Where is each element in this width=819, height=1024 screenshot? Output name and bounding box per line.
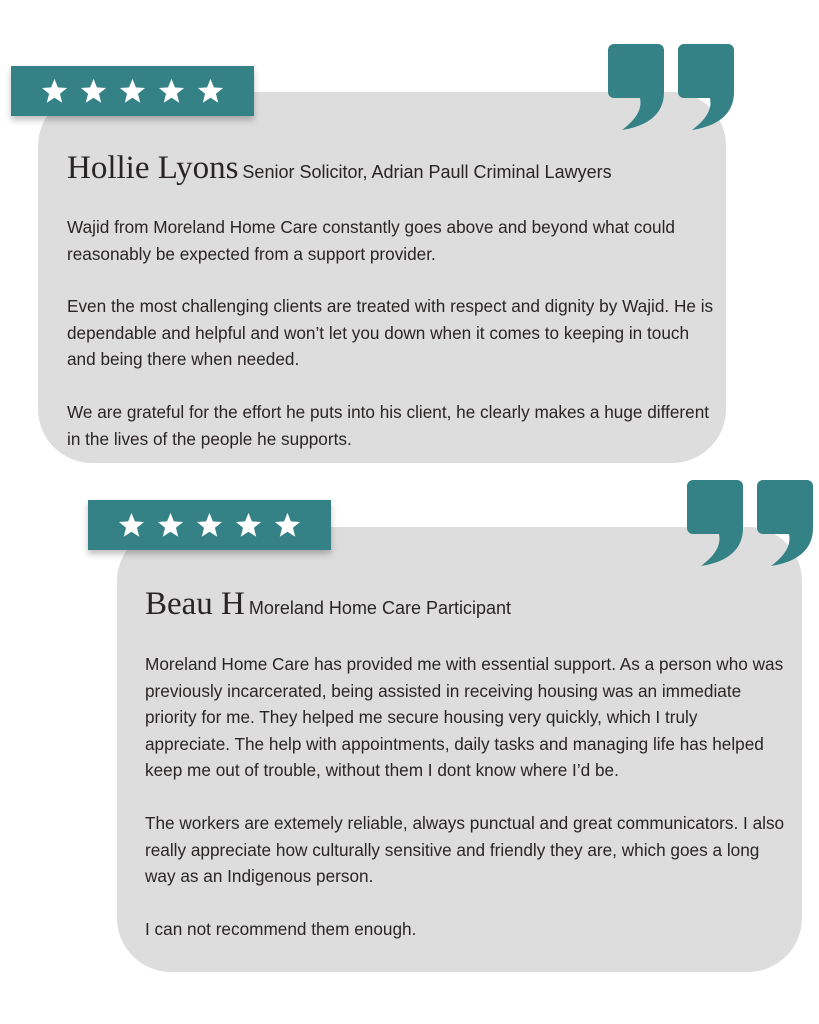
quote-mark-icon xyxy=(687,480,813,566)
quote-mark-icon xyxy=(608,44,734,130)
star-icon xyxy=(156,511,185,540)
testimonial-paragraph: Wajid from Moreland Home Care constantly goes above and beyond what could reasonably be expected from a support provider. xyxy=(67,217,675,264)
star-icon xyxy=(195,511,224,540)
testimonial-heading xyxy=(67,150,612,187)
star-icon xyxy=(273,511,302,540)
testimonial-paragraph: I can not recommend them enough. xyxy=(145,918,417,939)
testimonial-heading xyxy=(145,586,511,623)
star-icon xyxy=(157,77,186,106)
testimonial-paragraph: The workers are extemely reliable, always punctual and great communicators. I also really appreciate how culturally sensitive and friendly they are, which goes a long way as an Indigenous person. xyxy=(145,812,785,887)
testimonial-body xyxy=(67,214,717,478)
reviewer-name: Hollie Lyons xyxy=(67,150,239,186)
testimonial-body xyxy=(145,651,785,968)
testimonial-paragraph: Moreland Home Care has provided me with essential support. As a person who was previously incarcerated, being assisted in receiving housing was an immediate priority for me. They helped me secure housing very quickly, which I truly appreciate. The help with appointments, daily tasks and managing life has helped keep me out of trouble, without them I dont know where I’d be. xyxy=(145,654,784,781)
star-icon xyxy=(117,511,146,540)
star-icon xyxy=(234,511,263,540)
rating-badge xyxy=(11,66,254,116)
star-icon xyxy=(196,77,225,106)
rating-badge xyxy=(88,500,331,550)
reviewer-name: Beau H xyxy=(145,586,245,622)
testimonial-paragraph: We are grateful for the effort he puts into his client, he clearly makes a huge different in the lives of the people he supports. xyxy=(67,401,710,449)
star-icon xyxy=(40,77,69,106)
star-icon xyxy=(79,77,108,106)
testimonial-paragraph: Even the most challenging clients are treated with respect and dignity by Wajid. He is dependable and helpful and won’t let you down when it comes to keeping in touch and being there when needed. xyxy=(67,296,714,370)
star-icon xyxy=(118,77,147,106)
reviewer-role: Senior Solicitor, Adrian Paull Criminal Lawyers xyxy=(242,162,612,182)
reviewer-role: Moreland Home Care Participant xyxy=(248,598,512,618)
